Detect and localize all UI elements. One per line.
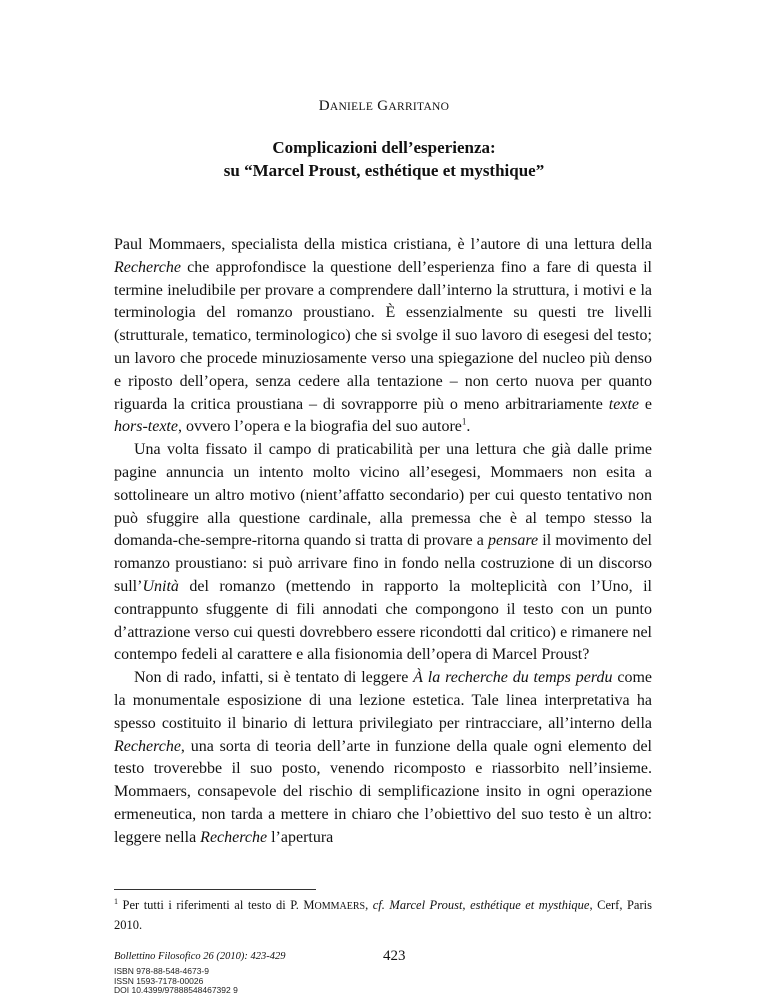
publication-identifiers [114, 967, 238, 996]
page-number: 423 [383, 948, 406, 964]
footnote-ref[interactable]: 1 [461, 417, 467, 428]
article-title [0, 136, 768, 182]
footnote: $^1$ Per tutti i riferimenti al testo di P. MOMMAERS, cf. Marcel Proust, esthétique et mysthique, Cerf, Paris 2010. [114, 897, 652, 933]
title-line-2: su “Marcel Proust, esthétique et mysthique” [223, 161, 545, 180]
paragraph-2: Una volta fissato il campo di praticabilità per una lettura che già dalle prime pagine annuncia un intento molto vicino all’esegesi, Mommaers non esita a sottolineare un altro motivo (nient’affatto secondario) per cui questo tentativo non può sfuggire alla questione cardinale, alla premessa che è al tempo stesso la domanda-che-sempre-ritorna quando si tratta di provare a pensare il movimento del romanzo proustiano: si può arrivare fino in fondo nella costruzione di un discorso sull’Unità del romanzo (mettendo in rapporto la molteplicità con l’Uno, il contrappunto sfuggente di fili annodati che compongono il testo con un punto d’attrazione verso cui questi dovrebbero essere ricondotti dal critico) e rimanere nel contempo fedeli al carattere e alla fisionomia dell’opera di Marcel Proust? [114, 441, 652, 664]
paragraph-3: Non di rado, infatti, si è tentato di leggere À la recherche du temps perdu come la monumentale esposizione di una lezione estetica. Tale linea interpretativa ha spesso costituito il binario di lettura privilegiato per rintracciare, all’interno della Recherche, una sorta di teoria dell’arte in funzione della quale ogni elemento del testo troverebbe il suo posto, venendo ricomposto e riassorbito nell’insieme. Mommaers, consapevole del rischio di semplificazione insito in ogni operazione ermeneutica, non tarda a mettere in chiaro che l’obiettivo del suo testo è un altro: leggere nella Recherche l’apertura [114, 669, 652, 846]
title-line-1: Complicazioni dell’esperienza: [272, 138, 496, 157]
paragraph-1: Paul Mommaers, specialista della mistica cristiana, è l’autore di una lettura della Recherche che approfondisce la questione dell’esperienza fino a fare di questa il termine ineludibile per provare a comprendere dall’interno la struttura, i motivi e la terminologia del romanzo proustiano. È essenzialmente su questi tre livelli (strutturale, tematico, terminologico) che si svolge il suo lavoro di esegesi del testo; un lavoro che procede minuziosamente verso una spiegazione del nucleo più denso e riposto dell’opera, senza cedere alla tentazione – non certo nuova per quanto riguarda la critica proustiana – di sovrapporre più o meno arbitrariamente texte e hors-texte, ovvero l’opera e la biografia del suo autore$^1$. [114, 236, 652, 436]
footnote-divider [114, 889, 316, 890]
article-body [114, 234, 652, 850]
journal-citation: Bollettino Filosofico 26 (2010): 423-429 [114, 951, 286, 962]
isbn: ISBN 978-88-548-4673-9 [114, 966, 209, 976]
issn: ISSN 1593-7178-00026 [114, 975, 204, 986]
author-name: DANIELE GARRITANO [318, 98, 450, 114]
doi: DOI 10.4399/97888548467392 9 [114, 985, 238, 995]
